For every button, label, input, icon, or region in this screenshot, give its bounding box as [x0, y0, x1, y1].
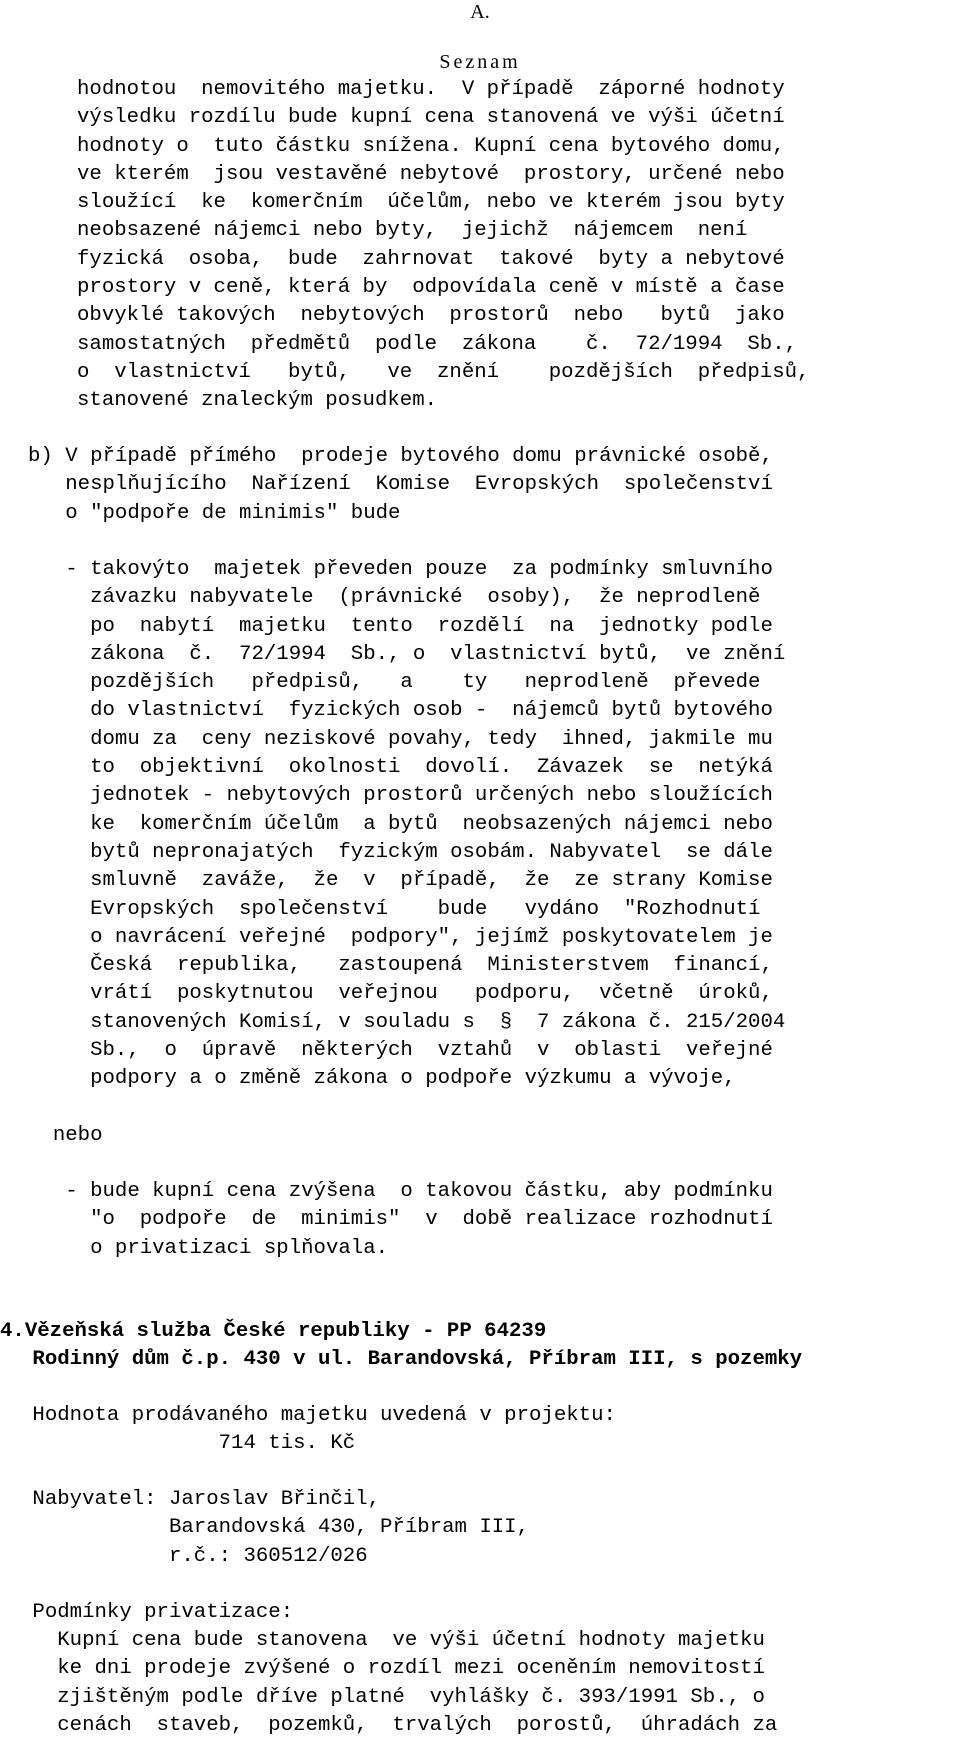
section-4-subheading: Rodinný dům č.p. 430 v ul. Barandovská, Příbram III, s pozemky [20, 1348, 803, 1371]
text-line: obvyklé takových nebytových prostorů nebo bytů jako [77, 304, 785, 328]
text-line: závazku nabyvatele (právnické osoby), že neprodleně [28, 586, 761, 610]
conjunction-or: nebo [28, 1124, 103, 1147]
text-line: o privatizaci splňovala. [28, 1236, 389, 1260]
paragraph-b-first-condition [28, 556, 785, 1094]
text-line: "o podpoře de minimis" v době realizace rozhodnutí [28, 1208, 773, 1232]
text-line: Barandovská 430, Příbram III, [20, 1516, 529, 1540]
text-line: neobsazené nájemci nebo byty, jejichž nájemcem není [77, 219, 748, 243]
text-line: bytů nepronajatých fyzickým osobám. Nabyvatel se dále [28, 840, 773, 864]
text-line: nesplňujícího Nařízení Komise Evropských společenství [28, 473, 773, 497]
text-line: Sb., o úpravě některých vztahů v oblasti veřejné [28, 1039, 773, 1063]
paragraph-a-continued [77, 76, 809, 416]
text-line: - takovýto majetek převeden pouze za podmínky smluvního [28, 558, 773, 581]
text-line: hodnoty o tuto částku snížena. Kupní cena bytového domu, [77, 134, 785, 158]
text-line: prostory v ceně, která by odpovídala ceně v místě a čase [77, 276, 785, 300]
text-line: podpory a o změně zákona o podpoře výzkumu a vývoje, [28, 1067, 736, 1091]
text-line: Nabyvatel: Jaroslav Břinčil, [20, 1488, 381, 1511]
text-line: jednotek - nebytových prostorů určených nebo sloužících [28, 784, 773, 808]
text-line: r.č.: 360512/026 [20, 1544, 368, 1568]
text-line: smluvně zaváže, že v případě, že ze strany Komise [28, 869, 773, 893]
text-line: stanovené znaleckým posudkem. [77, 389, 438, 413]
text-line: do vlastnictví fyzických osob - nájemců bytů bytového [28, 699, 773, 723]
text-line: po nabytí majetku tento rozdělí na jednotky podle [28, 614, 773, 638]
text-line: to objektivní okolnosti dovolí. Závazek se netýká [28, 756, 773, 780]
text-line: hodnotou nemovitého majetku. V případě záporné hodnoty [77, 78, 785, 101]
property-value-label: Hodnota prodávaného majetku uvedená v projektu: [20, 1404, 616, 1427]
text-line: vrátí poskytnutou veřejnou podporu, včetně úroků, [28, 982, 773, 1006]
paragraph-b-second-condition [28, 1178, 773, 1263]
text-line: Kupní cena bude stanovena ve výši účetní hodnoty majetku [20, 1629, 765, 1652]
property-value-amount: 714 tis. Kč [20, 1432, 356, 1455]
text-line: stanovených Komisí, v souladu s § 7 zákona č. 215/2004 [28, 1010, 786, 1034]
text-line: - bude kupní cena zvýšena o takovou částku, aby podmínku [28, 1180, 773, 1203]
text-line: samostatných předmětů podle zákona č. 72/1994 Sb., [77, 332, 798, 356]
text-line: fyzická osoba, bude zahrnovat takové byty a nebytové [77, 247, 785, 271]
text-line: pozdějších předpisů, a ty neprodleně převede [28, 671, 761, 695]
list-title: Seznam [439, 51, 521, 73]
text-line: o navrácení veřejné podpory", jejímž poskytovatelem je [28, 925, 773, 949]
text-line: b) V případě přímého prodeje bytového domu právnické osobě, [28, 445, 773, 468]
text-line: výsledku rozdílu bude kupní cena stanovená ve výši účetní [77, 106, 785, 130]
text-line: zjištěným podle dříve platné vyhlášky č. 393/1991 Sb., o [20, 1685, 765, 1709]
text-line: cenách staveb, pozemků, trvalých porostů, úhradách za [20, 1713, 778, 1737]
conditions-text [20, 1627, 777, 1740]
text-line: ke dni prodeje zvýšené o rozdíl mezi oceněním nemovitostí [20, 1657, 765, 1681]
text-line: Česká republika, zastoupená Ministerstvem financí, [28, 954, 773, 978]
text-line: ke komerčním účelům a bytů neobsazených nájemci nebo [28, 812, 773, 836]
text-line: Evropských společenství bude vydáno "Rozhodnutí [28, 897, 761, 921]
text-line: ve kterém jsou vestavěné nebytové prostory, určené nebo [77, 162, 785, 186]
text-line: o vlastnictví bytů, ve znění pozdějších předpisů, [77, 360, 810, 384]
text-line: sloužící ke komerčním účelům, nebo ve kterém jsou byty [77, 191, 785, 215]
conditions-label: Podmínky privatizace: [20, 1601, 294, 1624]
text-line: o "podpoře de minimis" bude [28, 501, 401, 525]
buyer-block [20, 1486, 529, 1571]
section-4-heading: 4.Vězeňská služba České republiky - PP 64239 [0, 1320, 547, 1343]
text-line: domu za ceny neziskové povahy, tedy ihned, jakmile mu [28, 727, 773, 751]
text-line: zákona č. 72/1994 Sb., o vlastnictví bytů, ve znění [28, 642, 786, 666]
paragraph-b-intro [28, 443, 773, 528]
appendix-letter: A. [470, 1, 490, 23]
